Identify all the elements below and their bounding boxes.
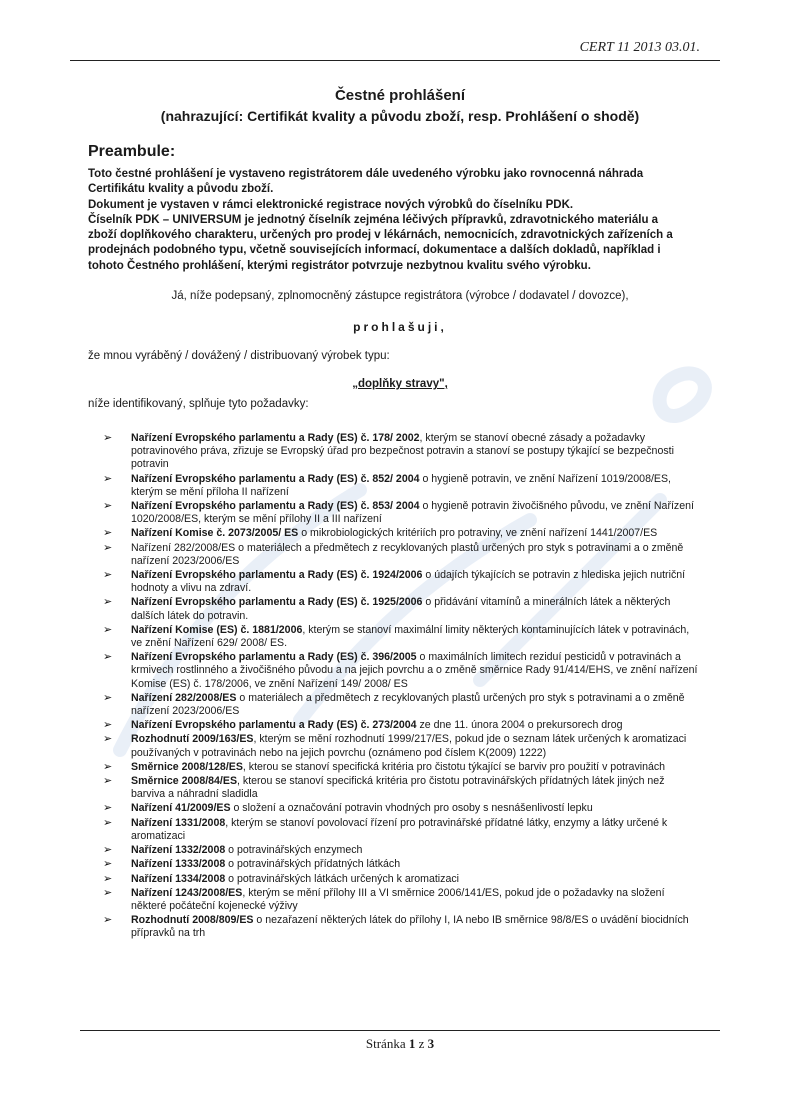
- declaration-word: prohlašuji,: [353, 320, 447, 334]
- regulation-description: o přidávání vitamínů a minerálních látek a některých dalších látek do potravin.: [131, 596, 671, 622]
- regulation-description: o údajích týkajících se potravin z hlediska jejich nutriční hodnoty a vlivu na zdraví.: [131, 569, 686, 595]
- arrow-bullet-icon: ➢: [103, 816, 113, 829]
- requirement-item: [103, 651, 699, 691]
- arrow-bullet-icon: ➢: [103, 527, 113, 540]
- arrow-bullet-icon: ➢: [103, 541, 113, 554]
- regulation-description: o nezařazení některých látek do přílohy I, IA nebo IB směrnice 98/8/ES o uvádění biocidních přípravků na trh: [131, 914, 689, 940]
- product-type: „doplňky stravy",: [352, 378, 448, 390]
- requirement-item: [103, 692, 699, 718]
- document-title: Čestné prohlášení: [334, 87, 466, 104]
- regulation-name: Nařízení Evropského parlamentu a Rady (ES) č. 852/ 2004: [131, 472, 420, 485]
- arrow-bullet-icon: ➢: [103, 691, 113, 704]
- declarant-statement: Já, níže podepsaný, zplnomocněný zástupce registrátora (výrobce / dodavatel / dovozce),: [171, 290, 629, 302]
- regulation-name: Směrnice 2008/84/ES: [131, 775, 238, 788]
- regulation-name: Nařízení 282/2008/ES: [131, 691, 237, 704]
- preamble-text: [88, 167, 688, 274]
- arrow-bullet-icon: ➢: [103, 802, 113, 815]
- regulation-description: , kterým se mění přílohy III a VI směrnice 2006/141/ES, pokud jde o požadavky na složení některé počáteční kojenecké výživy: [131, 886, 665, 912]
- regulation-name: Nařízení 1333/2008: [131, 858, 226, 871]
- regulation-name: Nařízení Evropského parlamentu a Rady (ES) č. 178/ 2002: [131, 432, 420, 444]
- requirement-item: [103, 914, 699, 940]
- regulation-description: , kterým se stanoví maximální limity některých kontaminujících látek v potravinách, ve znění Nařízení 629/ 2008/ ES.: [131, 623, 690, 650]
- page-label: Stránka: [365, 1036, 406, 1051]
- requirement-item: [103, 761, 699, 774]
- regulation-description: Nařízení 282/2008/ES o materiálech a předmětech z recyklovaných plastů určených pro styk s potravinami a o změně nařízení 2023/2006/ES: [131, 541, 684, 567]
- requirement-item: [103, 775, 699, 801]
- requirement-item: [103, 596, 699, 622]
- arrow-bullet-icon: ➢: [103, 432, 113, 444]
- regulation-description: o potravinářských látkách určených k aromatizaci: [225, 872, 459, 885]
- regulation-description: o složení a označování potravin vhodných pro osoby s nesnášenlivostí lepku: [230, 802, 593, 815]
- footer-divider: [80, 1030, 720, 1031]
- regulation-description: o materiálech a předmětech z recyklovaných plastů určených pro styk s potravinami a o změně nařízení 2023/2006/ES: [131, 691, 685, 718]
- preamble-paragraph: Toto čestné prohlášení je vystaveno registrátorem dále uvedeného výrobku jako rovnocenná náhrada Certifikátu kvality a původu zboží.: [88, 168, 644, 196]
- arrow-bullet-icon: ➢: [103, 596, 113, 609]
- arrow-bullet-icon: ➢: [103, 472, 113, 485]
- header-divider: [70, 60, 720, 61]
- requirements-list: [103, 432, 699, 942]
- page-current: 1: [408, 1036, 416, 1051]
- regulation-description: ze dne 11. února 2004 o prekursorech drog: [416, 719, 623, 732]
- arrow-bullet-icon: ➢: [103, 858, 113, 871]
- regulation-name: Nařízení 1243/2008/ES: [131, 886, 243, 899]
- arrow-bullet-icon: ➢: [103, 872, 113, 885]
- preamble-heading: Preambule:: [88, 143, 176, 160]
- requirement-item: [103, 473, 699, 499]
- regulation-name: Rozhodnutí 2008/809/ES: [131, 914, 254, 927]
- requirement-item: [103, 432, 699, 472]
- requirement-item: [103, 844, 699, 857]
- regulation-description: o maximálních limitech reziduí pesticidů v potravinách a krmivech rostlinného a živočišného původu a na jejich povrchu a o změně směrnice Rady 91/414/EHS, ve znění nařízení Komise (ES) č. 178/2006, ve znění Nařízení 149/ 2008/ ES: [131, 651, 698, 690]
- regulation-name: Nařízení 1334/2008: [131, 872, 226, 885]
- arrow-bullet-icon: ➢: [103, 775, 113, 788]
- regulation-name: Nařízení Evropského parlamentu a Rady (ES) č. 396/2005: [131, 651, 417, 664]
- regulation-name: Nařízení Komise č. 2073/2005/ ES: [131, 527, 299, 540]
- arrow-bullet-icon: ➢: [103, 569, 113, 582]
- arrow-bullet-icon: ➢: [103, 760, 113, 773]
- regulation-description: o potravinářských enzymech: [225, 844, 363, 857]
- regulation-description: o hygieně potravin živočišného původu, ve znění Nařízení 1020/2008/ES, kterým se mění přílohy II a III nařízení: [131, 500, 694, 526]
- product-line: že mnou vyráběný / dovážený / distribuovaný výrobek typu:: [88, 350, 390, 362]
- regulation-description: o potravinářských přídatných látkách: [225, 858, 401, 871]
- regulation-description: , kterým se mění rozhodnutí 1999/217/ES, pokud jde o seznam látek určených k aromatizaci používaných v potravinách nebo na jejich povrchu (oznámeno pod číslem K(2009) 1222): [131, 733, 687, 759]
- requirement-item: [103, 802, 699, 815]
- arrow-bullet-icon: ➢: [103, 914, 113, 927]
- requirement-item: [103, 719, 699, 732]
- arrow-bullet-icon: ➢: [103, 733, 113, 746]
- requirement-item: [103, 542, 699, 568]
- regulation-name: Nařízení 1332/2008: [131, 844, 226, 857]
- requirement-item: [103, 873, 699, 886]
- requirement-item: [103, 887, 699, 913]
- arrow-bullet-icon: ➢: [103, 719, 113, 732]
- requirement-item: [103, 733, 699, 759]
- regulation-description: , kterou se stanoví specifická kritéria pro čistotu potravinářských přídatných látek jiných než barviva a náhradní sladidla: [131, 775, 665, 801]
- arrow-bullet-icon: ➢: [103, 844, 113, 857]
- certificate-code: CERT 11 2013 03.01.: [579, 40, 700, 55]
- requirements-intro: níže identifikovaný, splňuje tyto požadavky:: [88, 398, 309, 410]
- regulation-description: , kterým se stanoví povolovací řízení pro potravinářské přídatné látky, enzymy a látky určené k aromatizaci: [131, 816, 668, 842]
- regulation-name: Nařízení 1331/2008: [131, 816, 226, 829]
- page-number: [0, 1036, 800, 1052]
- requirement-item: [103, 527, 699, 540]
- page-total: 3: [427, 1036, 435, 1051]
- regulation-name: Nařízení Evropského parlamentu a Rady (ES) č. 273/2004: [131, 719, 417, 732]
- regulation-description: , kterou se stanoví specifická kritéria pro čistotu týkající se barviv pro použití v potravinách: [242, 760, 666, 773]
- document-subtitle: (nahrazující: Certifikát kvality a původu zboží, resp. Prohlášení o shodě): [160, 108, 640, 124]
- regulation-name: Nařízení Evropského parlamentu a Rady (ES) č. 853/ 2004: [131, 500, 420, 513]
- requirement-item: [103, 858, 699, 871]
- requirement-item: [103, 624, 699, 650]
- requirement-item: [103, 817, 699, 843]
- preamble-paragraph: Dokument je vystaven v rámci elektronické registrace nových výrobků do číselníku PDK.: [88, 198, 574, 211]
- regulation-name: Nařízení Komise (ES) č. 1881/2006: [131, 623, 303, 636]
- regulation-name: Rozhodnutí 2009/163/ES: [131, 733, 254, 746]
- regulation-description: o hygieně potravin, ve znění Nařízení 1019/2008/ES, kterým se mění příloha II nařízení: [131, 472, 671, 498]
- page-separator: z: [418, 1036, 425, 1051]
- arrow-bullet-icon: ➢: [103, 651, 113, 664]
- regulation-name: Nařízení Evropského parlamentu a Rady (ES) č. 1925/2006: [131, 596, 423, 609]
- preamble-paragraph: Číselník PDK – UNIVERSUM je jednotný číselník zejména léčivých přípravků, zdravotnického materiálu a zboží doplňkového charakteru, určených pro prodej v lékárnách, nemocnicích, zdravotnických zařízeních a prodejnách podobného typu, včetně souvisejících informací, dokumentace a dalších dokladů, například i tohoto Čestného prohlášení, kterými registrátor potvrzuje nezbytnou kvalitu svého výrobku.: [88, 213, 673, 272]
- regulation-name: Nařízení Evropského parlamentu a Rady (ES) č. 1924/2006: [131, 569, 423, 582]
- regulation-description: , kterým se stanoví obecné zásady a požadavky potravinového práva, zřizuje se Evropský úřad pro bezpečnost potravin a stanoví se postupy týkající se bezpečnosti potravin: [131, 432, 674, 471]
- requirement-item: [103, 500, 699, 526]
- arrow-bullet-icon: ➢: [103, 623, 113, 636]
- regulation-description: o mikrobiologických kritériích pro potraviny, ve znění nařízení 1441/2007/ES: [298, 527, 658, 540]
- arrow-bullet-icon: ➢: [103, 886, 113, 899]
- requirement-item: [103, 569, 699, 595]
- arrow-bullet-icon: ➢: [103, 500, 113, 513]
- regulation-name: Směrnice 2008/128/ES: [131, 760, 243, 773]
- regulation-name: Nařízení 41/2009/ES: [131, 802, 231, 815]
